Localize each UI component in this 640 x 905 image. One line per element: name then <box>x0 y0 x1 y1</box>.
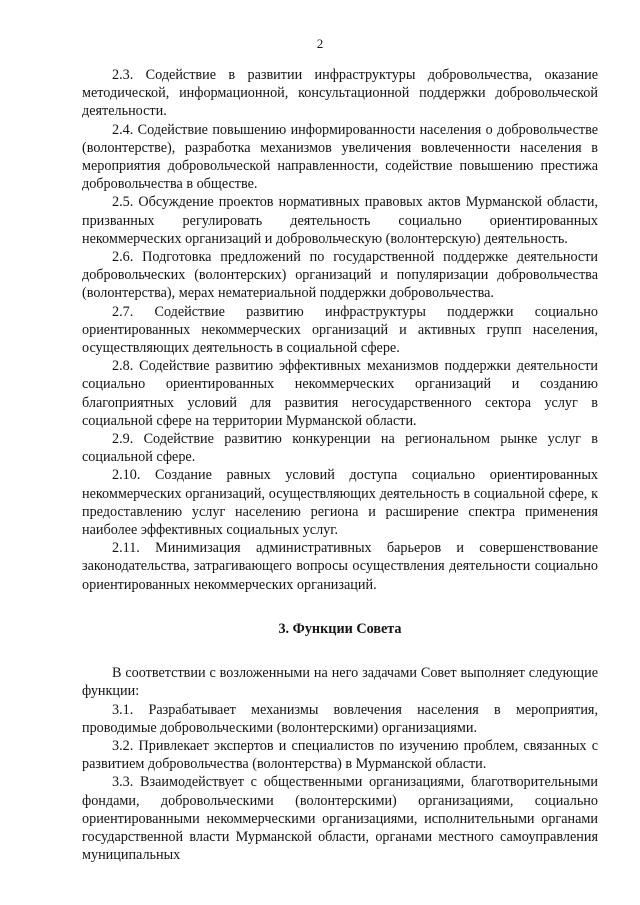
clause-2-11: 2.11. Минимизация административных барьеров и совершенствование законодательства, затрагивающего вопросы осуществления деятельности социально ориентированных некоммерческих организаций. <box>82 540 598 593</box>
page-number: 2 <box>316 36 324 51</box>
clause-2-7: 2.7. Содействие развитию инфраструктуры поддержки социально ориентированных некоммерческих организаций и активных групп населения, осуществляющих деятельность в социальной сфере. <box>82 303 598 357</box>
clause-2-5: 2.5. Обсуждение проектов нормативных правовых актов Мурманской области, призванных регулировать деятельность социально ориентированных некоммерческих организаций и добровольческую (волонтерскую) деятельность. <box>82 194 598 247</box>
clause-2-10: 2.10. Создание равных условий доступа социально ориентированных некоммерческих организаций, осуществляющих деятельность в социальной сфере, к предоставлению услуг населению региона и расширение спектра применения наиболее эффективных социальных услуг. <box>82 467 598 539</box>
section-3-intro: В соответствии с возложенными на него задачами Совет выполняет следующие функции: <box>82 665 598 700</box>
clause-3-1: 3.1. Разрабатывает механизмы вовлечения населения в мероприятия, проводимые добровольческими (волонтерскими) организациями. <box>82 701 598 736</box>
clause-2-9: 2.9. Содействие развитию конкуренции на региональном рынке услуг в социальной сфере. <box>82 431 598 466</box>
clause-2-3: 2.3. Содействие в развитии инфраструктуры добровольчества, оказание методической, информационной, консультационной поддержки добровольческой деятельности. <box>82 67 598 120</box>
clause-2-6: 2.6. Подготовка предложений по государственной поддержке деятельности добровольческих (волонтерских) организаций и популяризации добровольчества (волонтерства), мерах нематериальной поддержки добровольчества. <box>82 249 598 302</box>
section-3-heading: 3. Функции Совета <box>278 620 402 637</box>
clause-2-8: 2.8. Содействие развитию эффективных механизмов поддержки деятельности социально ориентированных некоммерческих организаций и созданию благоприятных условий для развития негосударственного сектора услуг в социальной сфере на территории Мурманской области. <box>82 358 598 429</box>
clause-3-3: 3.3. Взаимодействует с общественными организациями, благотворительными фондами, добровольческими (волонтерскими) организациями, социально ориентированными некоммерческими организациями, исполнительными органами государственной власти Мурманской области, органами местного самоуправления муниципальных <box>82 774 598 864</box>
document-body <box>82 66 598 864</box>
clause-3-2: 3.2. Привлекает экспертов и специалистов по изучению проблем, связанных с развитием добровольчества (волонтерства) в Мурманской области. <box>82 737 598 773</box>
clause-2-4: 2.4. Содействие повышению информированности населения о добровольчестве (волонтерстве), разработка механизмов увеличения вовлеченности населения в мероприятия добровольческой направленности, содействие повышению престижа добровольчества в обществе. <box>82 121 598 193</box>
